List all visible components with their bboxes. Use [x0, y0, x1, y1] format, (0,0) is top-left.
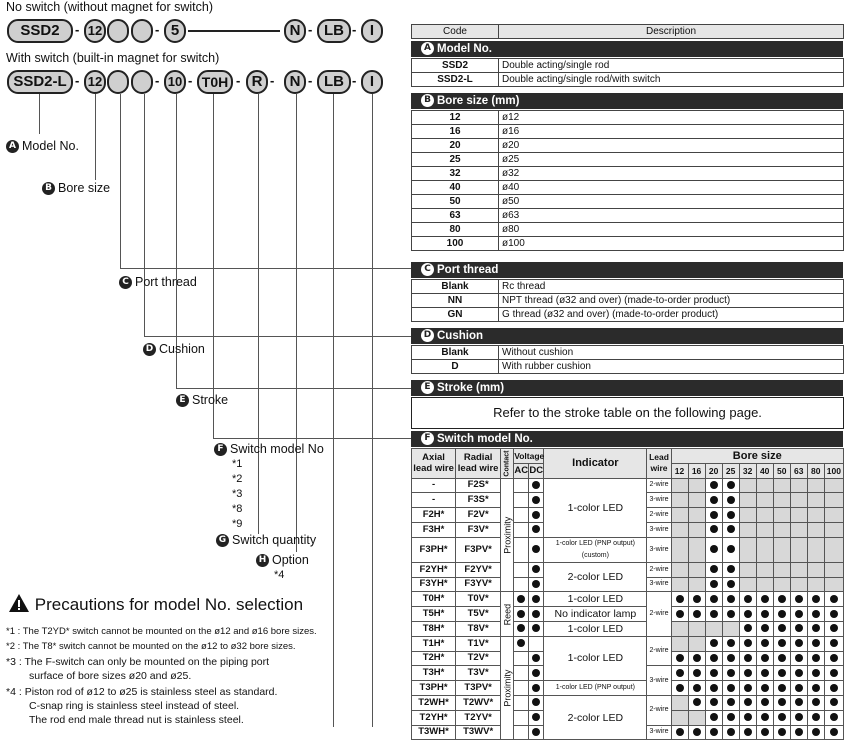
note-3: *3 [232, 488, 243, 500]
dot-icon [778, 624, 786, 632]
note-1: *1 [232, 458, 243, 470]
note-2: *2 [232, 473, 243, 485]
dot-icon [727, 481, 735, 489]
dot-icon [778, 684, 786, 692]
dot-icon [761, 624, 769, 632]
label-option: H Option [256, 553, 309, 567]
code-table-head: Code Description [411, 24, 844, 39]
dot-icon [830, 728, 838, 736]
dot-icon [812, 698, 820, 706]
switch-row: F2H* F2V* 2-wire [412, 508, 844, 523]
dot-icon [830, 669, 838, 677]
switch-row: T1H* T1V* Proximity 1-color LED 2-wire [412, 636, 844, 651]
dot-icon [812, 639, 820, 647]
header-with-switch: With switch (built-in magnet for switch) [6, 51, 220, 65]
dot-icon [778, 669, 786, 677]
dot-icon [761, 610, 769, 618]
dot-icon [710, 595, 718, 603]
switch-row: T3H* T3V* 3-wire [412, 666, 844, 681]
dot-icon [778, 654, 786, 662]
dot-icon [727, 610, 735, 618]
dot-icon [761, 728, 769, 736]
section-switch: F Switch model No. [411, 431, 843, 447]
switch-row: T2WH* T2WV* 2-color LED 2-wire [412, 695, 844, 710]
dot-icon [532, 684, 540, 692]
dot-icon [778, 713, 786, 721]
dot-icon [693, 595, 701, 603]
switch-row: - F2S* Proximity 1-color LED 2-wire [412, 478, 844, 493]
dot-icon [532, 713, 540, 721]
dot-icon [727, 728, 735, 736]
dot-icon [532, 545, 540, 553]
dot-icon [778, 595, 786, 603]
dot-icon [710, 525, 718, 533]
dot-icon [830, 624, 838, 632]
dot-icon [761, 684, 769, 692]
dot-icon [744, 595, 752, 603]
dot-icon [812, 624, 820, 632]
dot-icon [532, 511, 540, 519]
code1-bore: 12 [84, 19, 106, 43]
dot-icon [727, 595, 735, 603]
dot-icon [812, 713, 820, 721]
stroke-text: Refer to the stroke table on the following page. [411, 397, 844, 429]
label-switch-model: F Switch model No [214, 442, 324, 456]
section-bore: B Bore size (mm) [411, 93, 843, 109]
dot-icon [795, 639, 803, 647]
dot-icon [727, 545, 735, 553]
dot-icon [795, 713, 803, 721]
dot-icon [778, 728, 786, 736]
code2-i: I [361, 70, 383, 94]
dot-icon [710, 713, 718, 721]
dot-icon [795, 669, 803, 677]
dot-icon [727, 713, 735, 721]
dot-icon [532, 525, 540, 533]
warning-icon [8, 593, 30, 613]
header-no-switch: No switch (without magnet for switch) [6, 0, 214, 14]
label-stroke: E Stroke [176, 393, 228, 407]
dot-icon [676, 684, 684, 692]
dot-icon [517, 639, 525, 647]
code1-n: N [284, 19, 306, 43]
dot-icon [761, 639, 769, 647]
dot-icon [830, 713, 838, 721]
dot-icon [693, 654, 701, 662]
dot-icon [710, 496, 718, 504]
code2-model: SSD2-L [7, 70, 73, 94]
dot-icon [795, 624, 803, 632]
dot-icon [830, 595, 838, 603]
label-model-no: A Model No. [6, 139, 79, 153]
dot-icon [795, 684, 803, 692]
dot-icon [727, 654, 735, 662]
dot-icon [727, 684, 735, 692]
label-cushion: D Cushion [143, 342, 205, 356]
dot-icon [727, 496, 735, 504]
note-9: *9 [232, 518, 243, 530]
dot-icon [830, 698, 838, 706]
dot-icon [812, 728, 820, 736]
code2-r: R [246, 70, 268, 94]
dot-icon [693, 698, 701, 706]
dot-icon [532, 728, 540, 736]
switch-row: T5H* T5V* No indicator lamp [412, 607, 844, 622]
switch-row: T0H* T0V* Reed 1-color LED 2-wire [412, 592, 844, 607]
dot-icon [727, 698, 735, 706]
code2-bore: 12 [84, 70, 106, 94]
code1-blank1 [107, 19, 129, 43]
dot-icon [812, 669, 820, 677]
dot-icon [517, 595, 525, 603]
label-switch-quantity: G Switch quantity [216, 533, 316, 547]
dot-icon [744, 698, 752, 706]
dot-icon [727, 565, 735, 573]
note-4: *4 [274, 569, 285, 581]
model-table: SSD2 Double acting/single rod SSD2-L Double acting/single rod/with switch [411, 58, 844, 87]
switch-row: F2YH* F2YV* 2-color LED 2-wire [412, 562, 844, 577]
dot-icon [710, 565, 718, 573]
section-stroke: E Stroke (mm) [411, 380, 843, 396]
dot-icon [830, 639, 838, 647]
code2-blank1 [107, 70, 129, 94]
dot-icon [532, 610, 540, 618]
switch-row: T2H* T2V* [412, 651, 844, 666]
switch-row: T3WH* T3WV* 3-wire [412, 725, 844, 740]
dot-icon [761, 698, 769, 706]
dot-icon [812, 654, 820, 662]
dot-icon [744, 654, 752, 662]
code2-blank2 [131, 70, 153, 94]
dot-icon [761, 669, 769, 677]
dot-icon [710, 639, 718, 647]
dot-icon [676, 654, 684, 662]
dot-icon [710, 610, 718, 618]
dot-icon [744, 624, 752, 632]
dot-icon [744, 610, 752, 618]
dot-icon [795, 698, 803, 706]
dot-icon [710, 580, 718, 588]
dot-icon [795, 728, 803, 736]
dot-icon [761, 654, 769, 662]
cushion-table: Blank Without cushion D With rubber cushion [411, 345, 844, 374]
section-cushion: D Cushion [411, 328, 843, 344]
dot-icon [532, 580, 540, 588]
bore-table: 12 ø12 16 ø16 20 ø20 25 ø25 32 ø32 40 ø40 50 ø50 63 ø63 80 ø80 100 ø100 [411, 110, 844, 251]
dot-icon [676, 610, 684, 618]
code2-stroke: 10 [164, 70, 186, 94]
code1-lb: LB [317, 19, 351, 43]
note-8: *8 [232, 503, 243, 515]
dot-icon [710, 654, 718, 662]
dot-icon [812, 684, 820, 692]
dot-icon [532, 595, 540, 603]
dot-icon [710, 698, 718, 706]
dot-icon [744, 639, 752, 647]
dot-icon [830, 654, 838, 662]
dot-icon [778, 639, 786, 647]
dot-icon [744, 669, 752, 677]
dot-icon [727, 580, 735, 588]
dot-icon [778, 610, 786, 618]
switch-row: T8H* T8V* 1-color LED [412, 621, 844, 636]
dot-icon [761, 595, 769, 603]
code1-blank2 [131, 19, 153, 43]
dot-icon [727, 525, 735, 533]
dot-icon [761, 713, 769, 721]
switch-row: F3PH* F3PV* 1-color LED (PNP output) (custom) 3-wire [412, 537, 844, 562]
dot-icon [693, 669, 701, 677]
switch-row: F3YH* F3YV* 3-wire [412, 577, 844, 592]
section-port: C Port thread [411, 262, 843, 278]
dot-icon [517, 624, 525, 632]
dot-icon [795, 610, 803, 618]
code2-lb: LB [317, 70, 351, 94]
dot-icon [727, 669, 735, 677]
dot-icon [532, 669, 540, 677]
dot-icon [517, 610, 525, 618]
dot-icon [744, 713, 752, 721]
dot-icon [744, 728, 752, 736]
switch-row: T3PH* T3PV* 1-color LED (PNP output) [412, 681, 844, 696]
switch-row: T2YH* T2YV* [412, 710, 844, 725]
dot-icon [710, 511, 718, 519]
dot-icon [532, 481, 540, 489]
code2-switch: T0H [197, 70, 233, 94]
code1-i: I [361, 19, 383, 43]
dot-icon [727, 639, 735, 647]
precautions-title: Precautions for model No. selection [8, 593, 303, 615]
dot-icon [532, 654, 540, 662]
label-port-thread: C Port thread [119, 275, 197, 289]
dot-icon [812, 610, 820, 618]
dot-icon [710, 728, 718, 736]
dot-icon [830, 684, 838, 692]
dot-icon [710, 545, 718, 553]
dot-icon [795, 595, 803, 603]
code1-stroke: 5 [164, 19, 186, 43]
port-table: Blank Rc thread NN NPT thread (ø32 and over) (made-to-order product) GN G thread (ø32 and over) (made-to-order product) [411, 279, 844, 322]
code1-model: SSD2 [7, 19, 73, 43]
dot-icon [710, 669, 718, 677]
dot-icon [710, 684, 718, 692]
dot-icon [676, 669, 684, 677]
dot-icon [532, 565, 540, 573]
dot-icon [693, 610, 701, 618]
section-model: A Model No. [411, 41, 843, 57]
dot-icon [744, 684, 752, 692]
switch-row: - F3S* 3-wire [412, 493, 844, 508]
dot-icon [532, 698, 540, 706]
dot-icon [676, 595, 684, 603]
switch-table: Axial lead wire Radial lead wire Contact Voltage Indicator Lead wire Bore size AC DC 12 16 20 25 32 40 50 63 80 100 - F2S* Proximity 1-color LED 2-wire - F3S* 3-wire F2H* F2V* 2-wire F3H* F3V* 3-wire F3PH* F3PV* 1-color LED (PNP output) (custom) 3-wire F2YH* F2YV* 2-color LED 2-wire F3YH* F3YV* 3-wire T0H* T0V* Reed 1-color LED 2-wire T5H* T5V* No indicator lamp T8H* T8V* 1-color LED T1H* T1V* Proximity 1-color LED 2-wire T2H* T2V* T3H* T3V* 3-wire T3PH* T3PV* 1-color LED (PNP output) T2WH* T2WV* 2-color LED 2-wire T2YH* T2YV* T3WH* T3WV* 3-wire [411, 448, 844, 740]
switch-row: F3H* F3V* 3-wire [412, 522, 844, 537]
dot-icon [727, 511, 735, 519]
dot-icon [693, 684, 701, 692]
dot-icon [693, 728, 701, 736]
dot-icon [812, 595, 820, 603]
dot-icon [532, 624, 540, 632]
dot-icon [795, 654, 803, 662]
code2-n: N [284, 70, 306, 94]
dot-icon [830, 610, 838, 618]
label-bore-size: B Bore size [42, 181, 110, 195]
dot-icon [778, 698, 786, 706]
dot-icon [532, 496, 540, 504]
dot-icon [710, 481, 718, 489]
dot-icon [676, 728, 684, 736]
